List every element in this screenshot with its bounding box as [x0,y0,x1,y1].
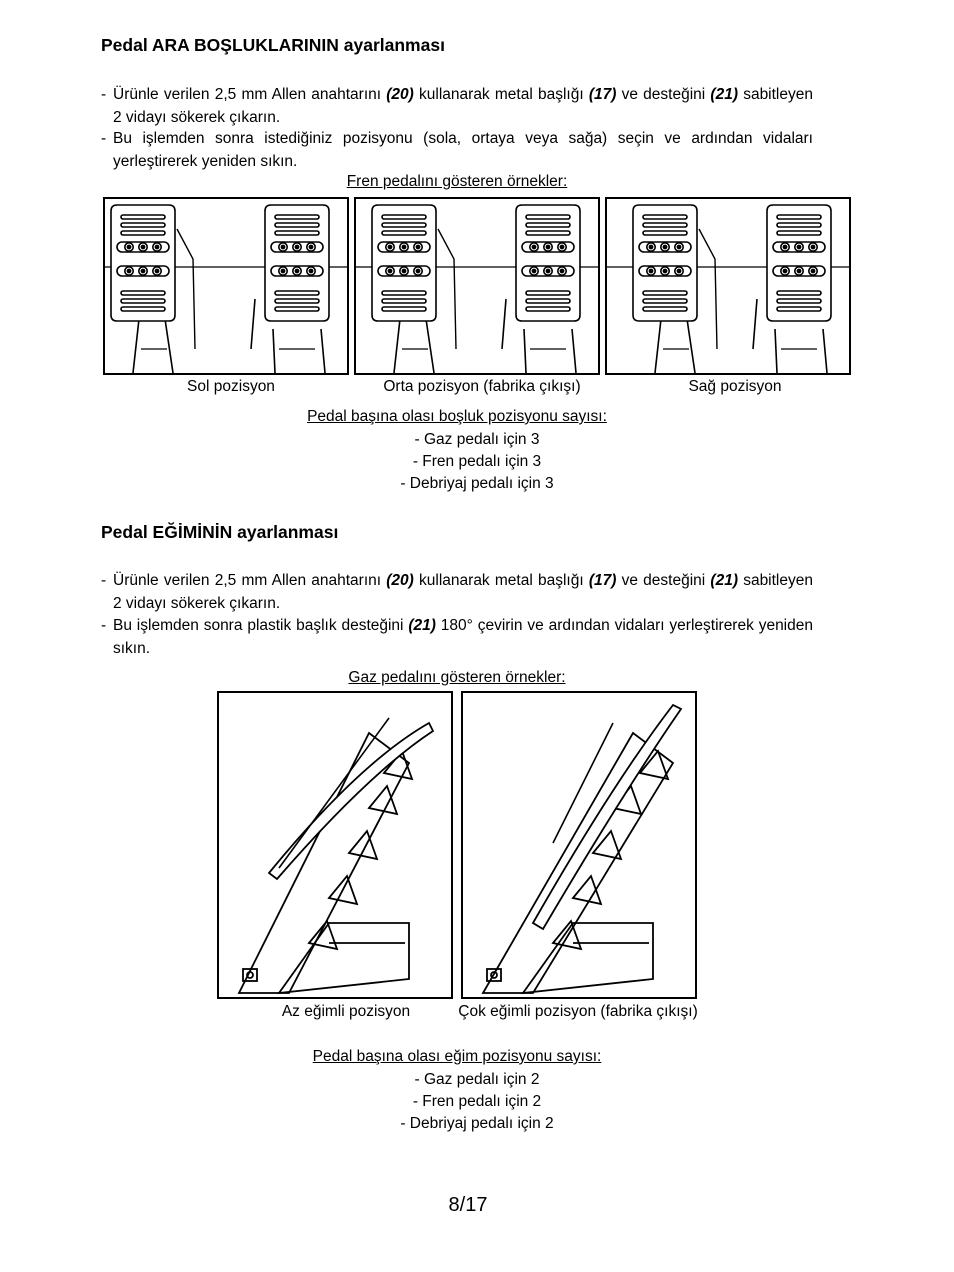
section1-count-brake: - Fren pedalı için 3 [412,453,542,470]
gas-pedal-high-tilt-illustration [463,693,695,997]
section2-bullet-1: - Ürünle verilen 2,5 mm Allen anahtarını (20) kullanarak metal başlığı (17) ve desteğini (21) sabitleyen 2 vidayı sökerek çıkarın. [101,572,813,612]
figure-orta-pozisyon [354,197,600,375]
section2-examples-title: Gaz pedalını gösteren örnekler: [348,669,566,686]
brake-pedal-left-illustration [105,199,347,373]
section1-count-title: Pedal başına olası boşluk pozisyonu sayısı: [307,408,607,425]
caption-orta-pozisyon: Orta pozisyon (fabrika çıkışı) [383,378,581,395]
section2-count-brake: - Fren pedalı için 2 [412,1093,542,1110]
figure-sol-pozisyon [103,197,349,375]
section1-count-gas: - Gaz pedalı için 3 [414,431,540,448]
section1-count-clutch: - Debriyaj pedalı için 3 [400,475,554,492]
section2-count-clutch: - Debriyaj pedalı için 2 [400,1115,554,1132]
caption-sag-pozisyon: Sağ pozisyon [688,378,782,395]
gas-pedal-low-tilt-illustration [219,693,451,997]
caption-az-egimli: Az eğimli pozisyon [281,1003,411,1020]
brake-pedal-right-illustration [607,199,849,373]
section1-bullet-1: - Ürünle verilen 2,5 mm Allen anahtarını (20) kullanarak metal başlığı (17) ve desteğini (21) sabitleyen 2 vidayı sökerek çıkarın. [101,86,813,126]
figure-az-egimli [217,691,453,999]
section2-count-title: Pedal başına olası eğim pozisyonu sayısı: [312,1048,602,1065]
brake-pedal-center-illustration [356,199,598,373]
section2-heading: Pedal EĞİMİNİN ayarlanması [101,522,339,542]
section2-count-gas: - Gaz pedalı için 2 [414,1071,540,1088]
page-number: 8/17 [448,1194,488,1216]
section1-examples-title: Fren pedalını gösteren örnekler: [346,173,568,190]
section1-bullet-2: - Bu işlemden sonra istediğiniz pozisyonu (sola, ortaya veya sağa) seçin ve ardından vidaları yerleştirerek yeniden sıkın. [101,130,813,170]
figure-cok-egimli [461,691,697,999]
caption-sol-pozisyon: Sol pozisyon [187,378,275,395]
section2-bullet-2: - Bu işlemden sonra plastik başlık desteğini (21) 180° çevirin ve ardından vidaları yerleştirerek yeniden sıkın. [101,617,813,657]
figure-sag-pozisyon [605,197,851,375]
section1-heading: Pedal ARA BOŞLUKLARININ ayarlanması [101,35,445,55]
caption-cok-egimli: Çok eğimli pozisyon (fabrika çıkışı) [458,1003,698,1020]
